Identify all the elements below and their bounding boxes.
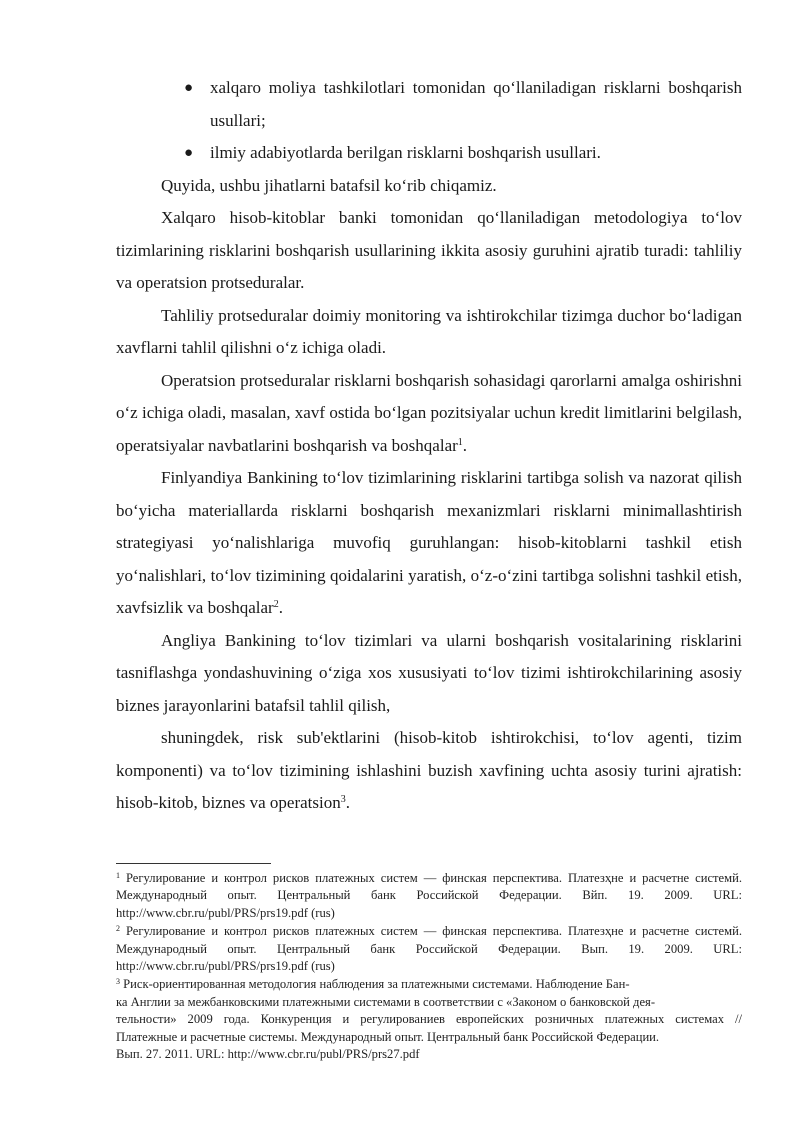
bullet-icon: ● bbox=[184, 80, 194, 96]
footnote-separator bbox=[116, 863, 271, 864]
footnote-line bbox=[116, 870, 742, 887]
footnote-text: Риск-ориентированная методология наблюдения за платежными системами. Наблюдение Бан- bbox=[123, 977, 630, 992]
bullet-list bbox=[116, 72, 742, 170]
footnote-text: Регулирование и контрол рисков платежных систем — финская перспектива. Платезҳне и расчетне системй. bbox=[125, 924, 742, 939]
footnote-url[interactable]: Вып. 27. 2011. URL: http://www.cbr.ru/publ/PRS/prs27.pdf bbox=[116, 1047, 420, 1062]
list-item bbox=[116, 72, 742, 137]
footnote-text: Регулирование и контрол рисков платежных систем — финская перспектива. Платезҳне и расчетне системй. bbox=[125, 871, 742, 885]
footnote-number: 3 bbox=[116, 977, 120, 987]
footnote-url[interactable]: http://www.cbr.ru/publ/PRS/prs19.pdf (rus) bbox=[116, 905, 335, 920]
footnote-line: ка Англии за межбанковскими платежными системами в соответствии с «Законом о банковской дея- bbox=[116, 994, 656, 1009]
footnote-1 bbox=[116, 870, 742, 922]
paragraph-4 bbox=[116, 462, 742, 625]
footnote-line bbox=[116, 923, 742, 940]
footnote-line bbox=[116, 976, 742, 993]
bullet-text: ilmiy adabiyotlarda berilgan risklarni boshqarish usullari. bbox=[210, 143, 601, 162]
list-item bbox=[116, 137, 742, 170]
footnote-number: 1 bbox=[116, 871, 120, 880]
footnote-line: Международный опыт. Центральный банк Российской Федерации. Вйп. 19. 2009. URL: bbox=[116, 888, 742, 903]
footnote-ref-2[interactable]: 2 bbox=[273, 599, 279, 610]
paragraph-2: Tahliliy protseduralar doimiy monitoring va ishtirokchilar tizimga duchor bo‘ladigan xavflarni tahlil qilishni o‘z ichiga oladi. bbox=[116, 305, 742, 357]
paragraph-5: Angliya Bankining to‘lov tizimlari va ularni boshqarish vositalarining risklarini tasniflashga yondashuvining o‘ziga xos xususiyati to‘lov tizimi ishtirokchilarining asosiy biznes jarayonlarini batafsil tahlil qilish, bbox=[116, 630, 742, 715]
paragraph-6-text: shuningdek, risk sub'ektlarini (hisob-kitob ishtirokchisi, to‘lov agenti, tizim komponenti) va to‘lov tizimining ishlashini buzish xavfining uchta asosiy turini ajratish: hisob-kitob, biznes va operatsion bbox=[116, 728, 742, 812]
paragraph-1: Xalqaro hisob-kitoblar banki tomonidan qo‘llaniladigan metodologiya to‘lov tizimlarining risklarini boshqarish usullarining ikkita asosiy guruhini ajratib turadi: tahliliy va operatsion protseduralar. bbox=[116, 208, 742, 292]
intro-paragraph: Quyida, ushbu jihatlarni batafsil ko‘rib chiqamiz. bbox=[161, 175, 497, 195]
paragraph-4-text: Finlyandiya Bankining to‘lov tizimlarining risklarini tartibga solish va nazorat qilish bo‘yicha materiallarda risklarni boshqarish mexanizmlari risklarni minimallashtirish strategiyasi yo‘nalishlariga muvofiq guruhlangan: hisob-kitoblarni tashkil etish yo‘nalishlari, to‘lov tizimining qoidalarini yaratish, o‘z-o‘zini tartibga solishni tashkil etish, xavfsizlik va boshqalar bbox=[116, 468, 742, 617]
footnote-ref-3[interactable]: 3 bbox=[340, 794, 346, 805]
footnote-3 bbox=[116, 976, 742, 1063]
footnote-ref-1[interactable]: 1 bbox=[457, 436, 463, 448]
footnote-number: 2 bbox=[116, 924, 120, 934]
footnote-url[interactable]: http://www.cbr.ru/publ/PRS/prs19.pdf (rus) bbox=[116, 959, 335, 974]
bullet-text: xalqaro moliya tashkilotlari tomonidan qo‘llaniladigan risklarni boshqarish usullari; bbox=[210, 78, 742, 130]
paragraph-6 bbox=[116, 722, 742, 820]
bullet-icon: ● bbox=[184, 145, 194, 161]
footnotes bbox=[116, 870, 742, 1064]
footnote-2 bbox=[116, 923, 742, 975]
paragraph-3 bbox=[116, 365, 742, 463]
paragraph-3-text: Operatsion protseduralar risklarni boshqarish sohasidagi qarorlarni amalga oshirishni o‘z ichiga oladi, masalan, xavf ostida bo‘lgan pozitsiyalar uchun kredit limitlarini belgilash, operatsiyalar navbatlarini boshqarish va boshqalar bbox=[116, 370, 742, 455]
main-text bbox=[116, 72, 742, 820]
paragraph-3-end: . bbox=[462, 435, 468, 455]
paragraph-6-end: . bbox=[345, 793, 350, 812]
paragraph-4-end: . bbox=[278, 598, 283, 617]
footnote-line: Платежные и расчетные системы. Международный опыт. Центральный банк Российской Федерации. bbox=[116, 1029, 660, 1044]
footnote-line: Международный опыт. Центральный банк Российской Федерации. Вып. 19. 2009. URL: bbox=[116, 941, 742, 956]
footnote-line: тельности» 2009 года. Конкуренция и регулированиев европейских розничных платежных системах // bbox=[116, 1012, 742, 1027]
